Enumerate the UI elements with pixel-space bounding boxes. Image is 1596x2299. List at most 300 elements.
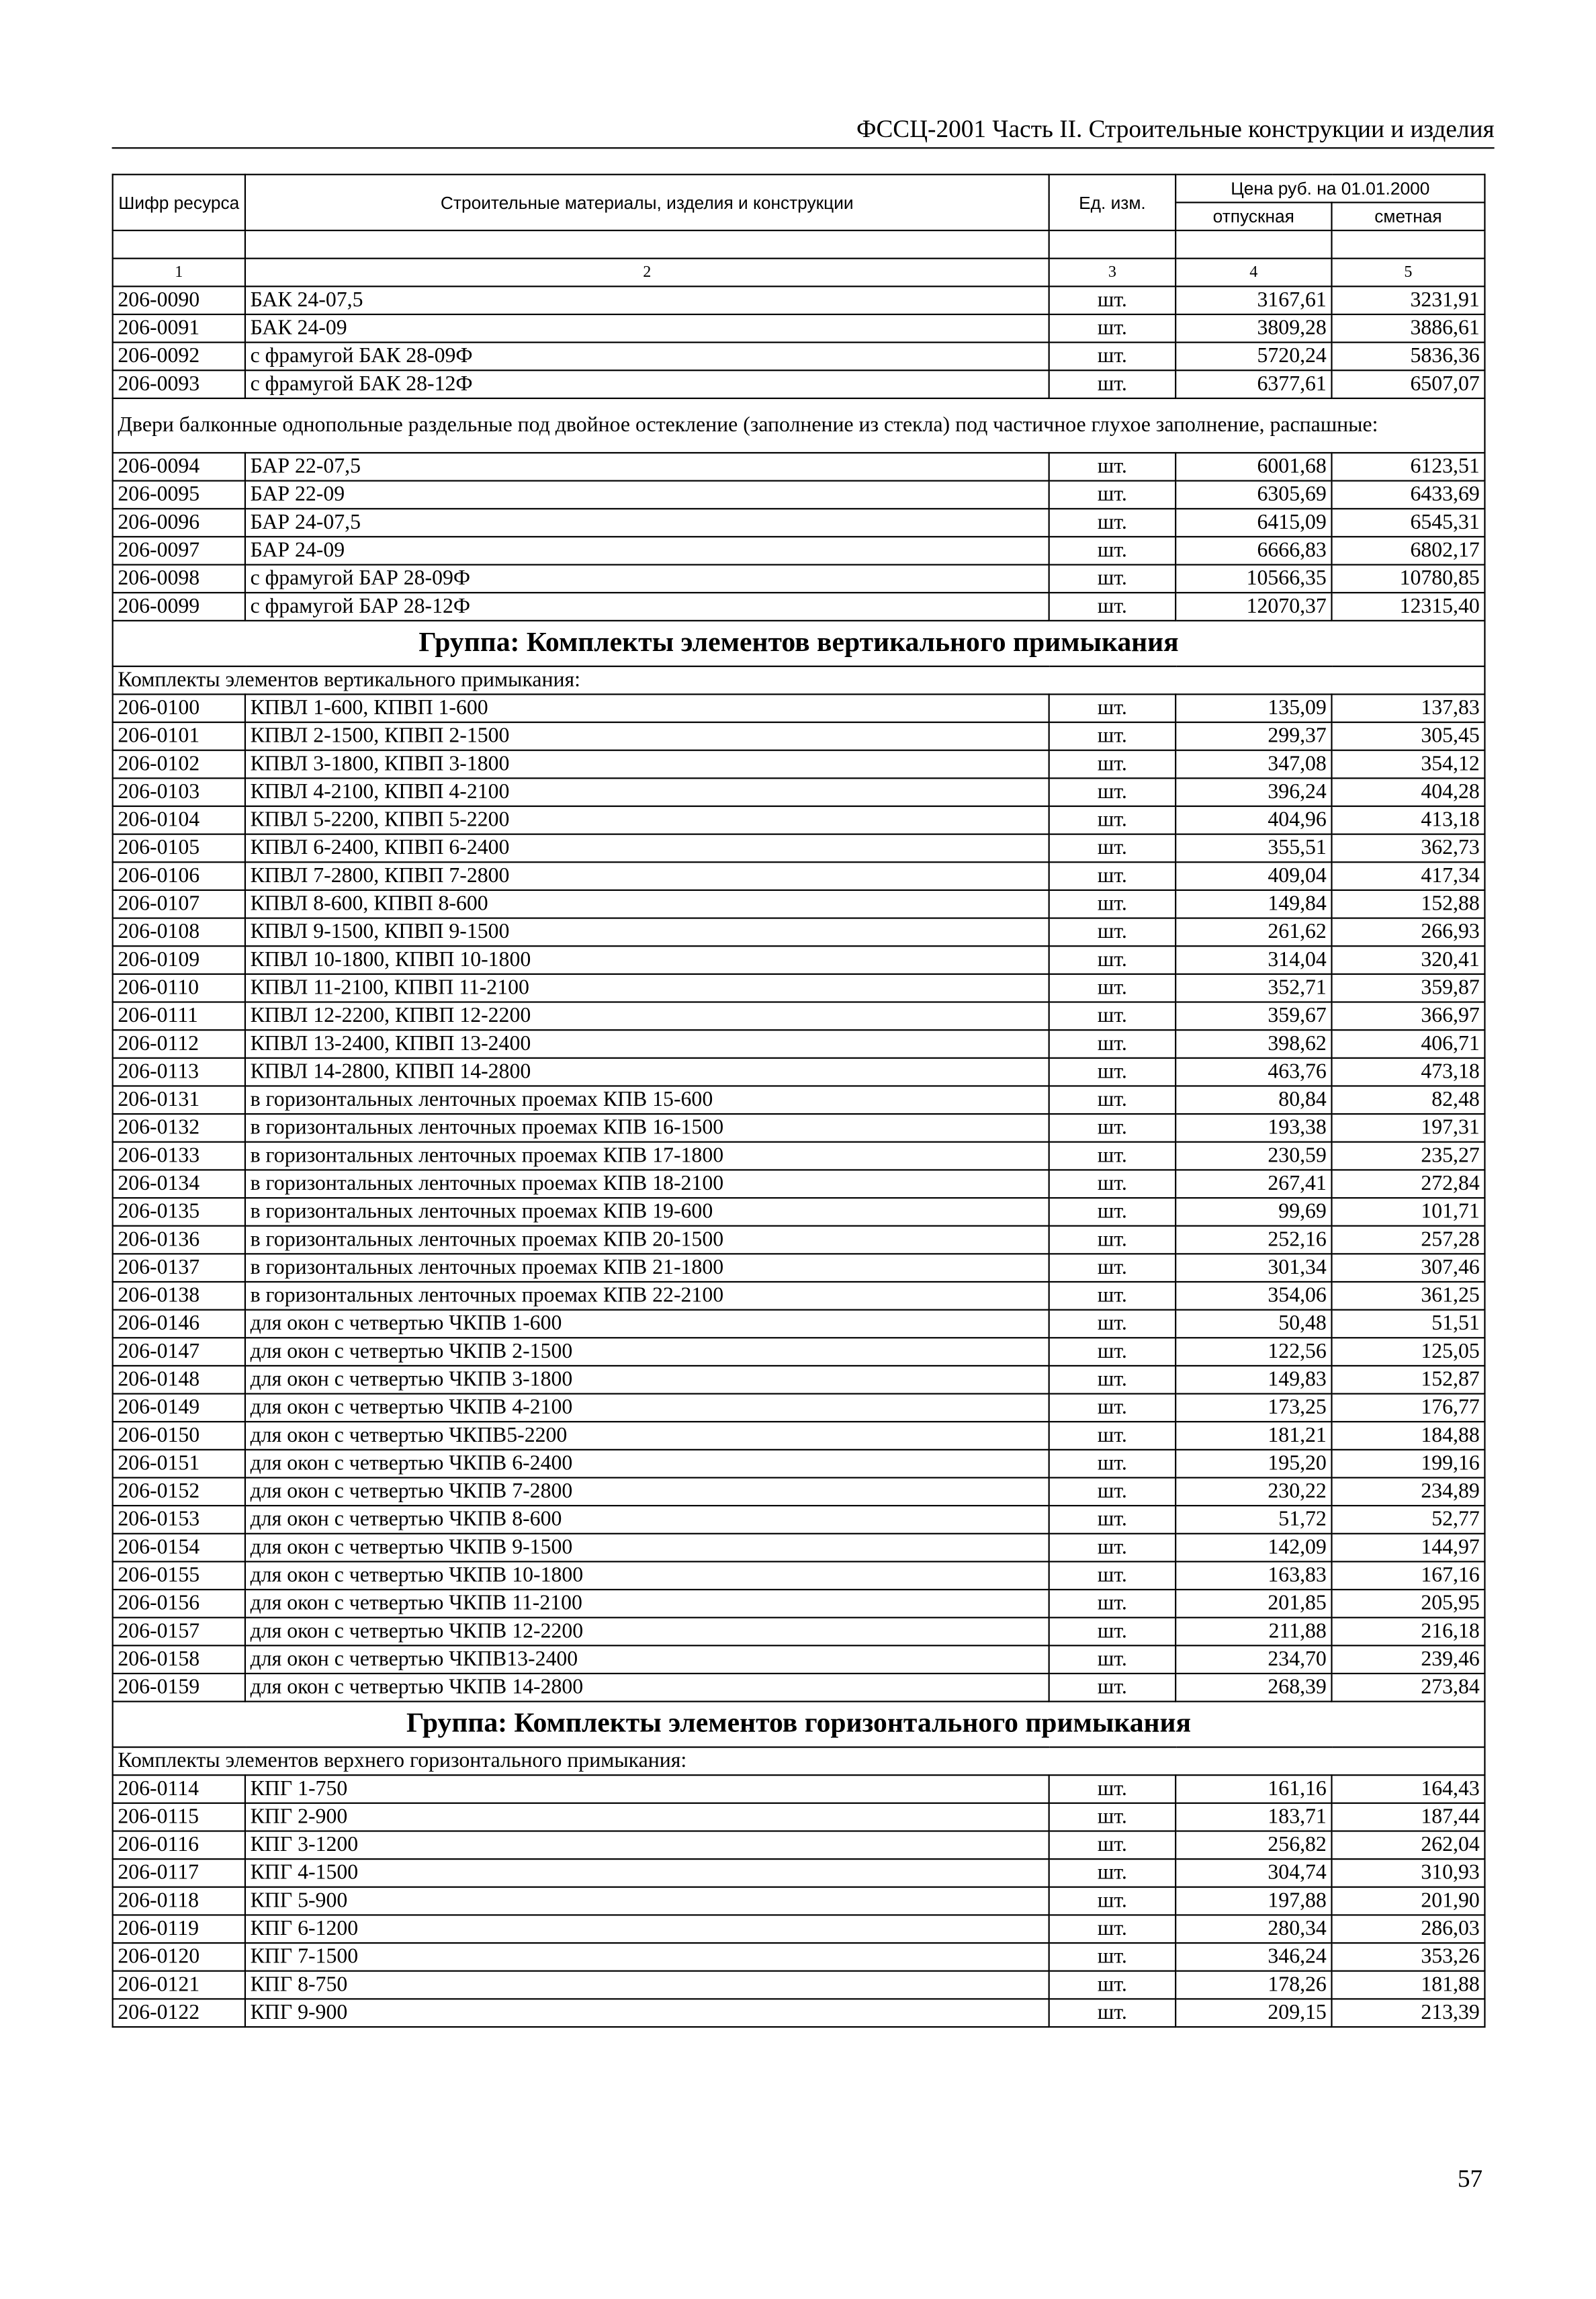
header-name: Строительные материалы, изделия и конструкции xyxy=(245,175,1049,230)
unit-cell: шт. xyxy=(1049,1590,1176,1618)
release-price-cell: 149,83 xyxy=(1176,1366,1331,1394)
section-note: Комплекты элементов вертикального примыкания: xyxy=(113,666,1485,695)
table-row xyxy=(113,1198,1485,1226)
release-price-cell: 267,41 xyxy=(1176,1170,1331,1198)
header-unit: Ед. изм. xyxy=(1049,175,1176,230)
release-price-cell: 230,59 xyxy=(1176,1142,1331,1170)
unit-cell: шт. xyxy=(1049,370,1176,398)
header-code: Шифр ресурса xyxy=(113,175,245,230)
release-price-cell: 3167,61 xyxy=(1176,286,1331,314)
unit-cell: шт. xyxy=(1049,1887,1176,1915)
table-row xyxy=(113,694,1485,722)
unit-cell: шт. xyxy=(1049,1971,1176,1999)
estimate-price-cell: 197,31 xyxy=(1331,1114,1484,1142)
unit-cell: шт. xyxy=(1049,1338,1176,1366)
release-price-cell: 347,08 xyxy=(1176,750,1331,779)
resource-code-cell: 206-0154 xyxy=(113,1534,245,1562)
release-price-cell: 99,69 xyxy=(1176,1198,1331,1226)
unit-cell: шт. xyxy=(1049,1142,1176,1170)
resource-code-cell: 206-0153 xyxy=(113,1506,245,1534)
material-name-cell: БАР 22-07,5 xyxy=(245,453,1049,481)
unit-cell: шт. xyxy=(1049,1831,1176,1860)
table-row xyxy=(113,593,1485,621)
estimate-price-cell: 354,12 xyxy=(1331,750,1484,779)
estimate-price-cell: 273,84 xyxy=(1331,1674,1484,1702)
estimate-price-cell: 213,39 xyxy=(1331,1999,1484,2027)
table-row xyxy=(113,1282,1485,1310)
release-price-cell: 463,76 xyxy=(1176,1058,1331,1086)
release-price-cell: 142,09 xyxy=(1176,1534,1331,1562)
unit-cell: шт. xyxy=(1049,1198,1176,1226)
material-name-cell: БАР 24-07,5 xyxy=(245,509,1049,537)
estimate-price-cell: 6507,07 xyxy=(1331,370,1484,398)
unit-cell: шт. xyxy=(1049,1618,1176,1646)
material-name-cell: КПГ 8-750 xyxy=(245,1971,1049,1999)
release-price-cell: 409,04 xyxy=(1176,862,1331,890)
release-price-cell: 304,74 xyxy=(1176,1859,1331,1887)
estimate-price-cell: 286,03 xyxy=(1331,1915,1484,1943)
release-price-cell: 354,06 xyxy=(1176,1282,1331,1310)
unit-cell: шт. xyxy=(1049,946,1176,974)
table-row xyxy=(113,1422,1485,1450)
material-name-cell: КПВЛ 3-1800, КПВП 3-1800 xyxy=(245,750,1049,779)
release-price-cell: 252,16 xyxy=(1176,1226,1331,1254)
estimate-price-cell: 12315,40 xyxy=(1331,593,1484,621)
material-name-cell: в горизонтальных ленточных проемах КПВ 16-1500 xyxy=(245,1114,1049,1142)
resource-code-cell: 206-0152 xyxy=(113,1477,245,1506)
table-row xyxy=(113,1915,1485,1943)
material-name-cell: КПВЛ 11-2100, КПВП 11-2100 xyxy=(245,974,1049,1002)
table-row xyxy=(113,1394,1485,1422)
table-row xyxy=(113,509,1485,537)
table-row xyxy=(113,1561,1485,1590)
material-name-cell: КПГ 5-900 xyxy=(245,1887,1049,1915)
estimate-price-cell: 164,43 xyxy=(1331,1775,1484,1803)
unit-cell: шт. xyxy=(1049,1226,1176,1254)
table-row xyxy=(113,778,1485,806)
header-price: Цена руб. на 01.01.2000 xyxy=(1176,175,1484,203)
table-row xyxy=(113,862,1485,890)
page-number: 57 xyxy=(1457,2164,1483,2193)
resource-code-cell: 206-0113 xyxy=(113,1058,245,1086)
estimate-price-cell: 3231,91 xyxy=(1331,286,1484,314)
release-price-cell: 178,26 xyxy=(1176,1971,1331,1999)
unit-cell: шт. xyxy=(1049,1450,1176,1478)
table-row xyxy=(113,1114,1485,1142)
unit-cell: шт. xyxy=(1049,1030,1176,1058)
release-price-cell: 211,88 xyxy=(1176,1618,1331,1646)
table-row xyxy=(113,1002,1485,1031)
unit-cell: шт. xyxy=(1049,343,1176,371)
unit-cell: шт. xyxy=(1049,1282,1176,1310)
estimate-price-cell: 417,34 xyxy=(1331,862,1484,890)
material-name-cell: для окон с четвертью ЧКПВ 4-2100 xyxy=(245,1394,1049,1422)
material-name-cell: с фрамугой БАК 28-09Ф xyxy=(245,343,1049,371)
group-heading-row xyxy=(113,621,1485,666)
table-row xyxy=(113,1338,1485,1366)
table-row xyxy=(113,750,1485,779)
release-price-cell: 209,15 xyxy=(1176,1999,1331,2027)
material-name-cell: в горизонтальных ленточных проемах КПВ 19-600 xyxy=(245,1198,1049,1226)
release-price-cell: 6305,69 xyxy=(1176,481,1331,509)
estimate-price-cell: 235,27 xyxy=(1331,1142,1484,1170)
col-number: 1 xyxy=(113,259,245,287)
table-row xyxy=(113,918,1485,947)
material-name-cell: для окон с четвертью ЧКПВ 14-2800 xyxy=(245,1674,1049,1702)
material-name-cell: КПВЛ 5-2200, КПВП 5-2200 xyxy=(245,806,1049,834)
unit-cell: шт. xyxy=(1049,1477,1176,1506)
unit-cell: шт. xyxy=(1049,1002,1176,1031)
resource-code-cell: 206-0099 xyxy=(113,593,245,621)
material-name-cell: в горизонтальных ленточных проемах КПВ 20-1500 xyxy=(245,1226,1049,1254)
material-name-cell: для окон с четвертью ЧКПВ 6-2400 xyxy=(245,1450,1049,1478)
material-name-cell: КПГ 3-1200 xyxy=(245,1831,1049,1860)
col-number: 5 xyxy=(1331,259,1484,287)
unit-cell: шт. xyxy=(1049,1859,1176,1887)
estimate-price-cell: 144,97 xyxy=(1331,1534,1484,1562)
material-name-cell: в горизонтальных ленточных проемах КПВ 22-2100 xyxy=(245,1282,1049,1310)
material-name-cell: для окон с четвертью ЧКПВ 10-1800 xyxy=(245,1561,1049,1590)
estimate-price-cell: 262,04 xyxy=(1331,1831,1484,1860)
material-name-cell: КПВЛ 14-2800, КПВП 14-2800 xyxy=(245,1058,1049,1086)
estimate-price-cell: 5836,36 xyxy=(1331,343,1484,371)
table-row xyxy=(113,1618,1485,1646)
section-note-row xyxy=(113,398,1485,453)
release-price-cell: 314,04 xyxy=(1176,946,1331,974)
unit-cell: шт. xyxy=(1049,1506,1176,1534)
table-row xyxy=(113,722,1485,750)
material-name-cell: для окон с четвертью ЧКПВ5-2200 xyxy=(245,1422,1049,1450)
section-note-row xyxy=(113,1747,1485,1776)
resource-code-cell: 206-0132 xyxy=(113,1114,245,1142)
release-price-cell: 50,48 xyxy=(1176,1310,1331,1338)
estimate-price-cell: 272,84 xyxy=(1331,1170,1484,1198)
estimate-price-cell: 176,77 xyxy=(1331,1394,1484,1422)
resource-code-cell: 206-0122 xyxy=(113,1999,245,2027)
col-number: 2 xyxy=(245,259,1049,287)
estimate-price-cell: 6802,17 xyxy=(1331,537,1484,565)
resource-code-cell: 206-0131 xyxy=(113,1086,245,1114)
unit-cell: шт. xyxy=(1049,453,1176,481)
section-note-row xyxy=(113,666,1485,695)
estimate-price-cell: 239,46 xyxy=(1331,1645,1484,1674)
unit-cell: шт. xyxy=(1049,806,1176,834)
resource-code-cell: 206-0117 xyxy=(113,1859,245,1887)
table-row xyxy=(113,1645,1485,1674)
resource-code-cell: 206-0108 xyxy=(113,918,245,947)
unit-cell: шт. xyxy=(1049,1114,1176,1142)
table-row xyxy=(113,1674,1485,1702)
table-row xyxy=(113,1775,1485,1803)
estimate-price-cell: 234,89 xyxy=(1331,1477,1484,1506)
table-row xyxy=(113,1859,1485,1887)
release-price-cell: 346,24 xyxy=(1176,1943,1331,1971)
release-price-cell: 80,84 xyxy=(1176,1086,1331,1114)
material-name-cell: для окон с четвертью ЧКПВ 7-2800 xyxy=(245,1477,1049,1506)
resource-code-cell: 206-0093 xyxy=(113,370,245,398)
unit-cell: шт. xyxy=(1049,1254,1176,1282)
table-row xyxy=(113,1534,1485,1562)
resource-code-cell: 206-0138 xyxy=(113,1282,245,1310)
resource-code-cell: 206-0094 xyxy=(113,453,245,481)
material-name-cell: КПВЛ 7-2800, КПВП 7-2800 xyxy=(245,862,1049,890)
group-heading: Группа: Комплекты элементов вертикального примыкания xyxy=(113,621,1485,666)
resource-code-cell: 206-0146 xyxy=(113,1310,245,1338)
estimate-price-cell: 10780,85 xyxy=(1331,565,1484,593)
unit-cell: шт. xyxy=(1049,1999,1176,2027)
table-row xyxy=(113,1030,1485,1058)
resource-code-cell: 206-0115 xyxy=(113,1803,245,1831)
release-price-cell: 268,39 xyxy=(1176,1674,1331,1702)
table-row xyxy=(113,1226,1485,1254)
unit-cell: шт. xyxy=(1049,722,1176,750)
release-price-cell: 396,24 xyxy=(1176,778,1331,806)
unit-cell: шт. xyxy=(1049,1422,1176,1450)
material-name-cell: КПГ 2-900 xyxy=(245,1803,1049,1831)
price-table xyxy=(112,174,1486,2028)
estimate-price-cell: 6545,31 xyxy=(1331,509,1484,537)
release-price-cell: 149,84 xyxy=(1176,890,1331,918)
unit-cell: шт. xyxy=(1049,1170,1176,1198)
material-name-cell: для окон с четвертью ЧКПВ 8-600 xyxy=(245,1506,1049,1534)
unit-cell: шт. xyxy=(1049,1058,1176,1086)
table-row xyxy=(113,286,1485,314)
unit-cell: шт. xyxy=(1049,565,1176,593)
estimate-price-cell: 3886,61 xyxy=(1331,314,1484,343)
material-name-cell: КПГ 9-900 xyxy=(245,1999,1049,2027)
table-row xyxy=(113,1943,1485,1971)
resource-code-cell: 206-0103 xyxy=(113,778,245,806)
release-price-cell: 280,34 xyxy=(1176,1915,1331,1943)
release-price-cell: 352,71 xyxy=(1176,974,1331,1002)
estimate-price-cell: 353,26 xyxy=(1331,1943,1484,1971)
table-row xyxy=(113,343,1485,371)
unit-cell: шт. xyxy=(1049,834,1176,863)
resource-code-cell: 206-0101 xyxy=(113,722,245,750)
section-note: Комплекты элементов верхнего горизонтального примыкания: xyxy=(113,1747,1485,1776)
estimate-price-cell: 307,46 xyxy=(1331,1254,1484,1282)
release-price-cell: 355,51 xyxy=(1176,834,1331,863)
material-name-cell: КПВЛ 9-1500, КПВП 9-1500 xyxy=(245,918,1049,947)
unit-cell: шт. xyxy=(1049,1366,1176,1394)
resource-code-cell: 206-0157 xyxy=(113,1618,245,1646)
estimate-price-cell: 6123,51 xyxy=(1331,453,1484,481)
unit-cell: шт. xyxy=(1049,862,1176,890)
table-row xyxy=(113,1058,1485,1086)
estimate-price-cell: 413,18 xyxy=(1331,806,1484,834)
material-name-cell: БАК 24-07,5 xyxy=(245,286,1049,314)
resource-code-cell: 206-0105 xyxy=(113,834,245,863)
resource-code-cell: 206-0135 xyxy=(113,1198,245,1226)
col-number: 4 xyxy=(1176,259,1331,287)
table-row xyxy=(113,946,1485,974)
release-price-cell: 6666,83 xyxy=(1176,537,1331,565)
release-price-cell: 230,22 xyxy=(1176,1477,1331,1506)
unit-cell: шт. xyxy=(1049,1394,1176,1422)
material-name-cell: для окон с четвертью ЧКПВ 9-1500 xyxy=(245,1534,1049,1562)
resource-code-cell: 206-0116 xyxy=(113,1831,245,1860)
release-price-cell: 135,09 xyxy=(1176,694,1331,722)
estimate-price-cell: 184,88 xyxy=(1331,1422,1484,1450)
material-name-cell: в горизонтальных ленточных проемах КПВ 18-2100 xyxy=(245,1170,1049,1198)
table-row xyxy=(113,1310,1485,1338)
unit-cell: шт. xyxy=(1049,1310,1176,1338)
resource-code-cell: 206-0149 xyxy=(113,1394,245,1422)
material-name-cell: для окон с четвертью ЧКПВ 3-1800 xyxy=(245,1366,1049,1394)
resource-code-cell: 206-0098 xyxy=(113,565,245,593)
estimate-price-cell: 152,88 xyxy=(1331,890,1484,918)
release-price-cell: 173,25 xyxy=(1176,1394,1331,1422)
material-name-cell: КПВЛ 1-600, КПВП 1-600 xyxy=(245,694,1049,722)
resource-code-cell: 206-0136 xyxy=(113,1226,245,1254)
table-row xyxy=(113,1887,1485,1915)
release-price-cell: 197,88 xyxy=(1176,1887,1331,1915)
material-name-cell: для окон с четвертью ЧКПВ 12-2200 xyxy=(245,1618,1049,1646)
resource-code-cell: 206-0150 xyxy=(113,1422,245,1450)
resource-code-cell: 206-0097 xyxy=(113,537,245,565)
column-numbers-row xyxy=(113,259,1485,287)
estimate-price-cell: 167,16 xyxy=(1331,1561,1484,1590)
material-name-cell: с фрамугой БАР 28-09Ф xyxy=(245,565,1049,593)
table-row xyxy=(113,806,1485,834)
resource-code-cell: 206-0111 xyxy=(113,1002,245,1031)
resource-code-cell: 206-0119 xyxy=(113,1915,245,1943)
header-rule xyxy=(112,147,1495,148)
table-row xyxy=(113,1477,1485,1506)
header-release-price: отпускная xyxy=(1176,202,1331,230)
release-price-cell: 359,67 xyxy=(1176,1002,1331,1031)
release-price-cell: 256,82 xyxy=(1176,1831,1331,1860)
material-name-cell: КПГ 7-1500 xyxy=(245,1943,1049,1971)
estimate-price-cell: 216,18 xyxy=(1331,1618,1484,1646)
resource-code-cell: 206-0100 xyxy=(113,694,245,722)
estimate-price-cell: 181,88 xyxy=(1331,1971,1484,1999)
estimate-price-cell: 199,16 xyxy=(1331,1450,1484,1478)
material-name-cell: КПГ 1-750 xyxy=(245,1775,1049,1803)
table-row xyxy=(113,1086,1485,1114)
material-name-cell: КПВЛ 8-600, КПВП 8-600 xyxy=(245,890,1049,918)
resource-code-cell: 206-0106 xyxy=(113,862,245,890)
estimate-price-cell: 320,41 xyxy=(1331,946,1484,974)
release-price-cell: 201,85 xyxy=(1176,1590,1331,1618)
material-name-cell: КПГ 6-1200 xyxy=(245,1915,1049,1943)
table-row xyxy=(113,1971,1485,1999)
estimate-price-cell: 404,28 xyxy=(1331,778,1484,806)
release-price-cell: 6001,68 xyxy=(1176,453,1331,481)
col-number: 3 xyxy=(1049,259,1176,287)
unit-cell: шт. xyxy=(1049,314,1176,343)
estimate-price-cell: 257,28 xyxy=(1331,1226,1484,1254)
release-price-cell: 261,62 xyxy=(1176,918,1331,947)
unit-cell: шт. xyxy=(1049,694,1176,722)
table-row xyxy=(113,1803,1485,1831)
estimate-price-cell: 266,93 xyxy=(1331,918,1484,947)
unit-cell: шт. xyxy=(1049,1915,1176,1943)
resource-code-cell: 206-0148 xyxy=(113,1366,245,1394)
table-row xyxy=(113,1506,1485,1534)
resource-code-cell: 206-0120 xyxy=(113,1943,245,1971)
material-name-cell: для окон с четвертью ЧКПВ 2-1500 xyxy=(245,1338,1049,1366)
release-price-cell: 183,71 xyxy=(1176,1803,1331,1831)
unit-cell: шт. xyxy=(1049,1561,1176,1590)
estimate-price-cell: 52,77 xyxy=(1331,1506,1484,1534)
table-row xyxy=(113,1254,1485,1282)
estimate-price-cell: 152,87 xyxy=(1331,1366,1484,1394)
unit-cell: шт. xyxy=(1049,1674,1176,1702)
release-price-cell: 122,56 xyxy=(1176,1338,1331,1366)
estimate-price-cell: 101,71 xyxy=(1331,1198,1484,1226)
resource-code-cell: 206-0151 xyxy=(113,1450,245,1478)
resource-code-cell: 206-0091 xyxy=(113,314,245,343)
material-name-cell: в горизонтальных ленточных проемах КПВ 21-1800 xyxy=(245,1254,1049,1282)
table-row xyxy=(113,1831,1485,1860)
page-header-title: ФССЦ-2001 Часть II. Строительные конструкции и изделия xyxy=(856,114,1495,143)
unit-cell: шт. xyxy=(1049,890,1176,918)
material-name-cell: КПВЛ 12-2200, КПВП 12-2200 xyxy=(245,1002,1049,1031)
estimate-price-cell: 205,95 xyxy=(1331,1590,1484,1618)
group-heading: Группа: Комплекты элементов горизонтального примыкания xyxy=(113,1702,1485,1747)
group-heading-row xyxy=(113,1702,1485,1747)
estimate-price-cell: 6433,69 xyxy=(1331,481,1484,509)
estimate-price-cell: 51,51 xyxy=(1331,1310,1484,1338)
material-name-cell: КПВЛ 13-2400, КПВП 13-2400 xyxy=(245,1030,1049,1058)
table-row xyxy=(113,565,1485,593)
header-estimate-price: сметная xyxy=(1331,202,1484,230)
resource-code-cell: 206-0109 xyxy=(113,946,245,974)
material-name-cell: в горизонтальных ленточных проемах КПВ 17-1800 xyxy=(245,1142,1049,1170)
material-name-cell: с фрамугой БАК 28-12Ф xyxy=(245,370,1049,398)
unit-cell: шт. xyxy=(1049,1645,1176,1674)
table-row xyxy=(113,1142,1485,1170)
resource-code-cell: 206-0118 xyxy=(113,1887,245,1915)
estimate-price-cell: 362,73 xyxy=(1331,834,1484,863)
table-row xyxy=(113,974,1485,1002)
table-row xyxy=(113,1999,1485,2027)
table-row xyxy=(113,314,1485,343)
estimate-price-cell: 359,87 xyxy=(1331,974,1484,1002)
release-price-cell: 6377,61 xyxy=(1176,370,1331,398)
resource-code-cell: 206-0159 xyxy=(113,1674,245,1702)
table-row xyxy=(113,1450,1485,1478)
release-price-cell: 161,16 xyxy=(1176,1775,1331,1803)
resource-code-cell: 206-0121 xyxy=(113,1971,245,1999)
table-row xyxy=(113,481,1485,509)
material-name-cell: для окон с четвертью ЧКПВ 11-2100 xyxy=(245,1590,1049,1618)
resource-code-cell: 206-0110 xyxy=(113,974,245,1002)
material-name-cell: КПВЛ 2-1500, КПВП 2-1500 xyxy=(245,722,1049,750)
unit-cell: шт. xyxy=(1049,1943,1176,1971)
unit-cell: шт. xyxy=(1049,1534,1176,1562)
release-price-cell: 234,70 xyxy=(1176,1645,1331,1674)
estimate-price-cell: 201,90 xyxy=(1331,1887,1484,1915)
resource-code-cell: 206-0096 xyxy=(113,509,245,537)
material-name-cell: КПГ 4-1500 xyxy=(245,1859,1049,1887)
estimate-price-cell: 310,93 xyxy=(1331,1859,1484,1887)
estimate-price-cell: 82,48 xyxy=(1331,1086,1484,1114)
material-name-cell: в горизонтальных ленточных проемах КПВ 15-600 xyxy=(245,1086,1049,1114)
material-name-cell: с фрамугой БАР 28-12Ф xyxy=(245,593,1049,621)
unit-cell: шт. xyxy=(1049,593,1176,621)
resource-code-cell: 206-0112 xyxy=(113,1030,245,1058)
release-price-cell: 193,38 xyxy=(1176,1114,1331,1142)
release-price-cell: 299,37 xyxy=(1176,722,1331,750)
release-price-cell: 398,62 xyxy=(1176,1030,1331,1058)
resource-code-cell: 206-0134 xyxy=(113,1170,245,1198)
release-price-cell: 181,21 xyxy=(1176,1422,1331,1450)
release-price-cell: 6415,09 xyxy=(1176,509,1331,537)
table-row xyxy=(113,1170,1485,1198)
resource-code-cell: 206-0114 xyxy=(113,1775,245,1803)
